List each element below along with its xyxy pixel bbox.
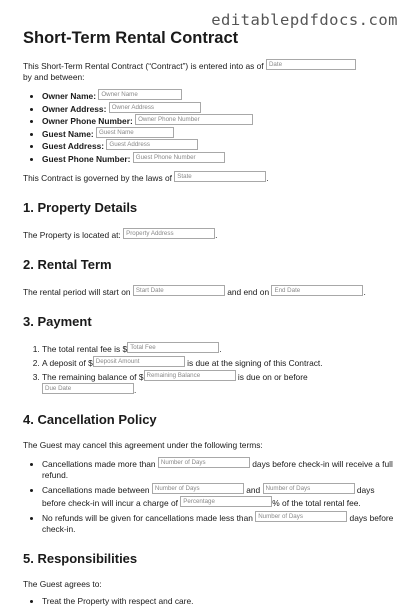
- intro-text: This Short-Term Rental Contract (“Contract”) is entered into as of: [23, 61, 264, 71]
- property-period: .: [215, 229, 218, 240]
- total-fee-field[interactable]: Total Fee: [127, 342, 219, 353]
- guest-phone-field[interactable]: Guest Phone Number: [133, 152, 225, 163]
- payment-deposit-end: is due at the signing of this Contract.: [187, 357, 323, 368]
- cancellation-3-text-a: No refunds will be given for cancellations made less than: [42, 512, 253, 523]
- contract-document: [23, 28, 395, 609]
- cancellation-item-partial: [42, 483, 395, 509]
- partial-min-days-field[interactable]: Number of Days: [152, 483, 244, 494]
- intro-text-after: by and between:: [23, 72, 85, 82]
- responsibilities-intro: The Guest agrees to:: [23, 578, 102, 589]
- payment-balance-period: .: [134, 384, 137, 395]
- section-property-details-heading: 1. Property Details: [23, 199, 138, 215]
- owner-name-field[interactable]: Owner Name: [98, 89, 182, 100]
- cancellation-list: [23, 457, 395, 535]
- payment-deposit-text: A deposit of $: [42, 357, 93, 368]
- cancellation-2-text-c: % of the total rental fee.: [272, 497, 361, 508]
- cancellation-1-text-b: days before check-in will receive a full refund.: [42, 458, 393, 480]
- cancellation-2-and: and: [246, 484, 261, 495]
- section-cancellation-heading: 4. Cancellation Policy: [23, 411, 157, 427]
- cancellation-2-text-a: Cancellations made between: [42, 484, 150, 495]
- remaining-balance-field[interactable]: Remaining Balance: [144, 370, 236, 381]
- guest-phone-label: Guest Phone Number:: [42, 153, 131, 164]
- partial-max-days-field[interactable]: Number of Days: [263, 483, 355, 494]
- cancellation-1-text-a: Cancellations made more than: [42, 458, 156, 469]
- guest-phone-item: [42, 152, 395, 165]
- site-watermark: editablepdfdocs.com: [211, 11, 398, 29]
- payment-total-text: The total rental fee is $: [42, 343, 128, 354]
- section-rental-term-heading: 2. Rental Term: [23, 256, 112, 272]
- payment-item-deposit: [42, 356, 395, 369]
- section-responsibilities-heading: 5. Responsibilities: [23, 550, 138, 566]
- owner-address-label: Owner Address:: [42, 103, 107, 114]
- owner-name-item: [42, 89, 395, 102]
- cancellation-item-full-refund: [42, 457, 395, 481]
- payment-total-period: .: [219, 343, 222, 354]
- cancellation-3-text-b: days before check-in.: [42, 512, 394, 534]
- governing-law-period: .: [266, 172, 269, 183]
- rental-term-text-1: The rental period will start on: [23, 286, 131, 297]
- state-field[interactable]: State: [174, 171, 266, 182]
- owner-phone-label: Owner Phone Number:: [42, 116, 133, 127]
- cancellation-intro: The Guest may cancel this agreement under the following terms:: [23, 439, 263, 450]
- document-title: Short-Term Rental Contract: [23, 29, 239, 47]
- owner-address-item: [42, 102, 395, 115]
- cancellation-2-text-b: before check-in will incur a charge of: [42, 497, 178, 508]
- contract-date-field[interactable]: Date: [266, 59, 356, 70]
- property-paragraph: [23, 228, 395, 241]
- full-refund-days-field[interactable]: Number of Days: [158, 457, 250, 468]
- property-address-field[interactable]: Property Address: [123, 228, 215, 239]
- payment-item-balance: [42, 370, 395, 396]
- charge-percentage-field[interactable]: Percentage: [180, 496, 272, 507]
- section-payment-heading: 3. Payment: [23, 313, 92, 329]
- deposit-amount-field[interactable]: Deposit Amount: [93, 356, 185, 367]
- end-date-field[interactable]: End Date: [271, 285, 363, 296]
- rental-term-period: .: [363, 286, 366, 297]
- cancellation-2-days: days: [356, 484, 375, 495]
- payment-balance-text: The remaining balance of $: [42, 371, 144, 382]
- owner-address-field[interactable]: Owner Address: [109, 102, 201, 113]
- due-date-field[interactable]: Due Date: [42, 383, 134, 394]
- no-refund-days-field[interactable]: Number of Days: [255, 511, 347, 522]
- rental-term-paragraph: [23, 285, 395, 298]
- guest-name-item: [42, 127, 395, 140]
- intro-paragraph: [23, 59, 395, 83]
- responsibility-item: • Treat the Property with respect and care.: [42, 596, 395, 607]
- owner-phone-field[interactable]: Owner Phone Number: [135, 114, 253, 125]
- property-text: The Property is located at:: [23, 229, 121, 240]
- guest-address-field[interactable]: Guest Address: [106, 139, 198, 150]
- guest-name-label: Guest Name:: [42, 128, 94, 139]
- guest-name-field[interactable]: Guest Name: [96, 127, 174, 138]
- governing-law-paragraph: [23, 171, 395, 184]
- payment-item-total: [42, 342, 395, 355]
- payment-list: [23, 342, 395, 396]
- parties-list: [23, 89, 395, 165]
- guest-address-item: [42, 139, 395, 152]
- responsibilities-list: [23, 596, 395, 607]
- rental-term-text-2: and end on: [227, 286, 270, 297]
- payment-balance-mid: is due on or before: [237, 371, 308, 382]
- owner-name-label: Owner Name:: [42, 91, 96, 101]
- governing-law-text: This Contract is governed by the laws of: [23, 172, 172, 183]
- owner-phone-item: [42, 114, 395, 127]
- guest-address-label: Guest Address:: [42, 141, 105, 152]
- start-date-field[interactable]: Start Date: [133, 285, 225, 296]
